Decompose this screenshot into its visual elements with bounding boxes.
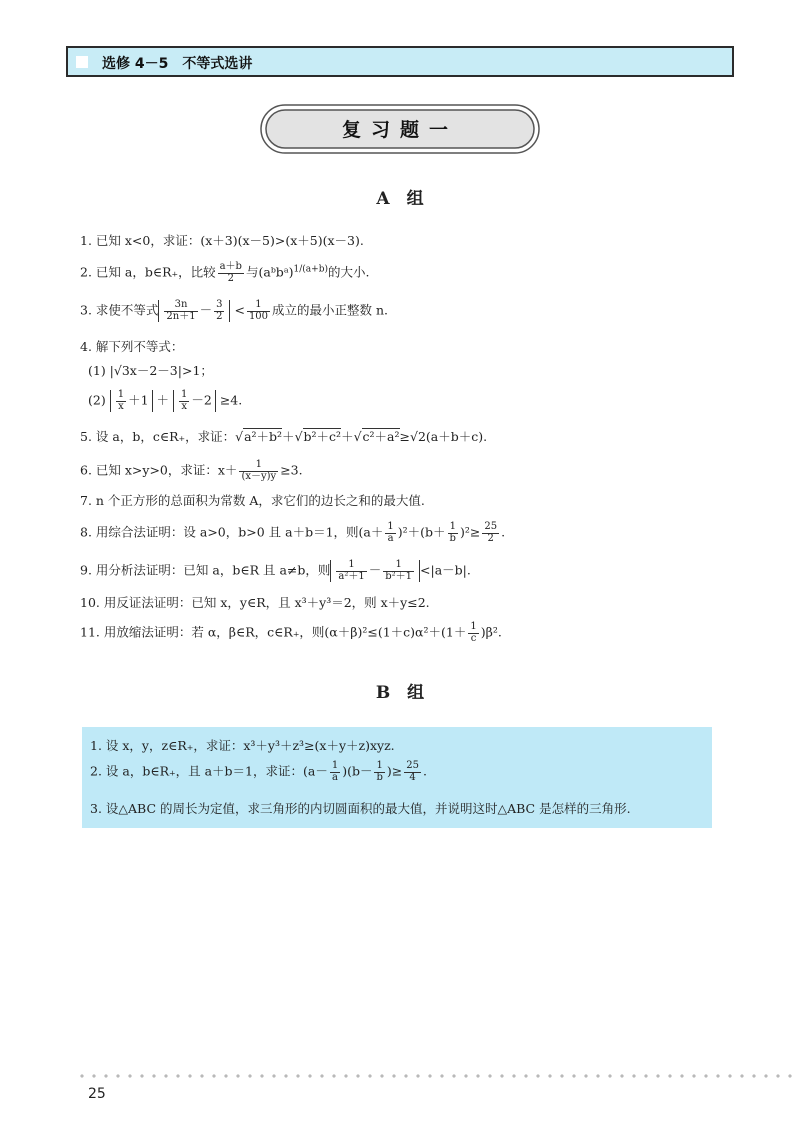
problem-a1: 1. 已知 x<0，求证：(x＋3)(x－5)>(x＋5)(x－3). xyxy=(80,233,364,248)
problem-a4-part1: (1) |√3x－2－3|>1； xyxy=(88,363,213,378)
chapter-header-text: 选修 4－5 不等式选讲 xyxy=(102,56,253,72)
header-square-icon xyxy=(76,56,88,68)
chapter-header-bar xyxy=(66,46,734,77)
problem-b1: 1. 设 x，y，z∈R₊，求证：x³＋y³＋z³≥(x＋y＋z)xyz. xyxy=(90,738,395,753)
problem-a2: 2. 已知 a，b∈R₊，比较 $\frac{a+b}{2}$ 与(aᵇbᵃ)$^{1/(a+b)}$的大小. xyxy=(80,261,370,284)
footer-dotted-divider xyxy=(76,1074,796,1078)
review-title: 复习题一 xyxy=(341,119,459,141)
problem-a11: 11. 用放缩法证明：若 α，β∈R，c∈R₊，则(α＋β)²≤(1＋c)α²＋(1＋ $\frac{1}{c}$ )β². xyxy=(80,621,502,644)
group-b-problem-box xyxy=(82,727,712,828)
review-title-banner xyxy=(260,104,540,154)
title-banner-frame xyxy=(260,104,540,154)
problem-a8: 8. 用综合法证明：设 a>0，b>0 且 a＋b＝1，则(a＋ $\frac{1}{a}$ )²＋(b＋ $\frac{1}{b}$ )²≥ $\frac{25}{2}$ . xyxy=(80,521,506,544)
problem-b3: 3. 设△ABC 的周长为定值，求三角形的内切圆面积的最大值，并说明这时△ABC 是怎样的三角形. xyxy=(90,801,631,816)
problem-a6: 6. 已知 x>y>0，求证：x＋ $\frac{1}{(x-y)y}$ ≥3. xyxy=(80,459,303,482)
group-b-heading: B 组 xyxy=(375,683,425,703)
problem-a7: 7. n 个正方形的总面积为常数 A，求它们的边长之和的最大值. xyxy=(80,493,425,508)
problem-a4-part2: (2) $\frac{1}{x}$ ＋1 ＋ $\frac{1}{x}$ －2 ≥4. xyxy=(88,389,243,412)
group-a-heading: A 组 xyxy=(376,189,424,209)
problem-b2: 2. 设 a，b∈R₊，且 a＋b＝1，求证：(a－ $\frac{1}{a}$ )(b－ $\frac{1}{b}$ )≥ $\frac{25}{4}$ . xyxy=(90,760,427,783)
problem-a10: 10. 用反证法证明：已知 x，y∈R，且 x³＋y³＝2，则 x＋y≤2. xyxy=(80,595,430,610)
page-number: 25 xyxy=(88,1086,106,1102)
problem-a9: 9. 用分析法证明：已知 a，b∈R 且 a≠b，则 $\frac{1}{\text{a²＋1}}$ － $\frac{1}{\text{b²＋1}}$ <|a－b|. xyxy=(80,559,471,582)
problem-a4: 4. 解下列不等式： xyxy=(80,339,184,354)
problem-a5: 5. 设 a，b，c∈R₊，求证：√a²＋b²＋√b²＋c²＋√c²＋a²≥√2(a＋b＋c). xyxy=(80,429,488,444)
problem-a3: 3. 求使不等式 $\frac{3n}{2n+1}$ － $\frac{3}{2}$ < $\frac{1}{100}$ 成立的最小正整数 n. xyxy=(80,299,389,322)
